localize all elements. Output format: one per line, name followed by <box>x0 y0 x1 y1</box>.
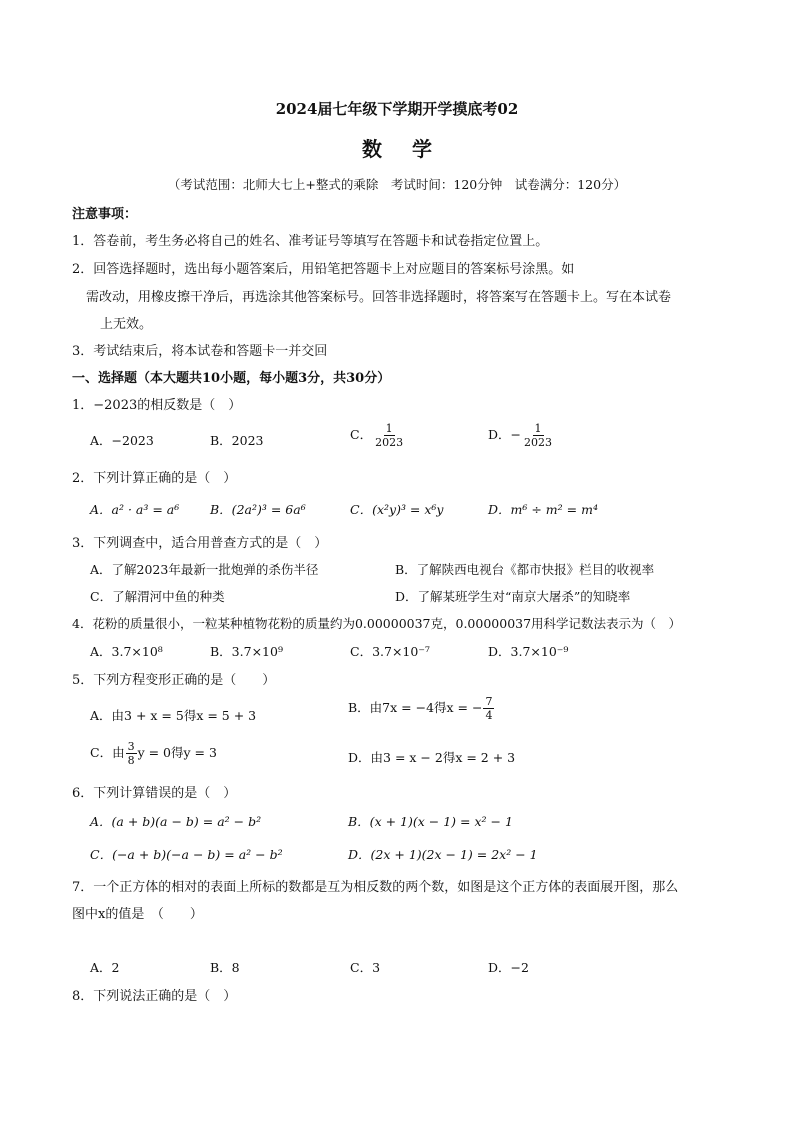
note-2-line-2: 需改动，用橡皮擦干净后，再选涂其他答案标号。回答非选择题时，将答案写在答题卡上。写在本试卷 <box>86 290 672 305</box>
q5-stem: 5．下列方程变形正确的是（ ） <box>72 673 276 688</box>
q3-stem: 3．下列调查中，适合用普查方式的是（ ） <box>72 536 328 551</box>
fraction-numerator: 3 <box>127 740 135 753</box>
q3-option-b: B．了解陕西电视台《都市快报》栏目的收视率 <box>395 562 655 577</box>
exam-info: （考试范围：北师大七上+整式的乘除 考试时间：120分钟 试卷满分：120分） <box>167 177 627 192</box>
fraction-numerator: 1 <box>385 422 393 435</box>
q3-option-a: A．了解2023年最新一批炮弹的杀伤半径 <box>90 562 319 577</box>
q5-option-b <box>348 696 495 721</box>
q5-option-c-fraction <box>126 741 137 766</box>
q7-stem-line-1: 7．一个正方体的相对的表面上所标的数都是互为相反数的两个数，如图是这个正方体的表面展开图，那么 <box>72 880 679 895</box>
note-2-line-1: 2．回答选择题时，选出每小题答案后，用铅笔把答题卡上对应题目的答案标号涂黑。如 <box>72 262 575 277</box>
section-heading: 一、选择题（本大题共10小题，每小题3分，共30分） <box>72 371 391 386</box>
q5-option-c-prefix: C．由 <box>90 745 125 760</box>
q4-option-a: A．3.7×10⁸ <box>90 644 163 659</box>
q7-option-b: B．8 <box>210 960 240 975</box>
q7-stem-line-2: 图中x的值是 （ ） <box>72 907 203 922</box>
q6-option-b: B．(x + 1)(x − 1) = x² − 1 <box>348 814 513 829</box>
fraction-denominator: 2023 <box>524 436 552 449</box>
q5-option-a: A．由3 + x = 5得x = 5 + 3 <box>90 708 257 723</box>
q1-option-c <box>350 423 406 448</box>
fraction-denominator: 8 <box>127 754 135 767</box>
q2-stem: 2．下列计算正确的是（ ） <box>72 471 237 486</box>
q5-option-c-suffix: y = 0得y = 3 <box>137 745 217 760</box>
q4-option-b: B．3.7×10⁹ <box>210 644 283 659</box>
q3-option-c: C．了解渭河中鱼的种类 <box>90 589 225 604</box>
q1-option-a: A．−2023 <box>90 433 154 448</box>
note-1: 1．答卷前，考生务必将自己的姓名、准考证号等填写在答题卡和试卷指定位置上。 <box>72 234 549 249</box>
exam-title: 2024届七年级下学期开学摸底考02 <box>275 100 519 118</box>
fraction-denominator: 2023 <box>375 436 404 449</box>
q5-option-c <box>90 741 217 766</box>
q4-option-c: C．3.7×10⁻⁷ <box>350 644 430 659</box>
q4-option-d: D．3.7×10⁻⁹ <box>488 644 569 659</box>
q5-option-b-fraction <box>483 696 494 721</box>
q3-option-d: D．了解某班学生对“南京大屠杀”的知晓率 <box>395 589 631 604</box>
q1-option-d-fraction <box>522 423 554 448</box>
q1-option-c-fraction <box>373 423 405 448</box>
q1-stem: 1．−2023的相反数是（ ） <box>72 398 242 413</box>
q6-option-a: A．(a + b)(a − b) = a² − b² <box>90 814 262 829</box>
q7-option-c: C．3 <box>350 960 381 975</box>
q1-option-d <box>488 423 555 448</box>
fraction-numerator: 7 <box>485 695 493 708</box>
q5-option-b-prefix: B．由7x = −4得x = − <box>348 700 483 715</box>
q5-option-d: D．由3 = x − 2得x = 2 + 3 <box>348 750 516 765</box>
q1-option-c-prefix: C． <box>350 427 373 442</box>
q2-option-d: D．m⁶ ÷ m² = m⁴ <box>488 502 598 517</box>
note-2-line-3: 上无效。 <box>100 317 153 332</box>
q4-stem: 4．花粉的质量很小，一粒某种植物花粉的质量约为0.00000037克，0.00000037用科学记数法表示为（ ） <box>72 616 682 631</box>
subject-heading: 数学 <box>362 137 462 161</box>
notes-heading: 注意事项： <box>72 207 138 222</box>
q2-option-c: C．(x²y)³ = x⁶y <box>350 502 444 517</box>
q7-option-a: A．2 <box>90 960 120 975</box>
q2-option-b: B．(2a²)³ = 6a⁶ <box>210 502 306 517</box>
q1-option-d-prefix: D．− <box>488 427 521 442</box>
note-3: 3．考试结束后，将本试卷和答题卡一并交回 <box>72 344 328 359</box>
q1-option-b: B．2023 <box>210 433 264 448</box>
fraction-denominator: 4 <box>485 709 493 722</box>
q6-option-d: D．(2x + 1)(2x − 1) = 2x² − 1 <box>348 847 538 862</box>
q8-stem: 8．下列说法正确的是（ ） <box>72 989 237 1004</box>
q7-option-d: D．−2 <box>488 960 529 975</box>
q2-option-a: A．a² · a³ = a⁶ <box>90 502 180 517</box>
q6-option-c: C．(−a + b)(−a − b) = a² − b² <box>90 847 283 862</box>
fraction-numerator: 1 <box>534 422 542 435</box>
q6-stem: 6．下列计算错误的是（ ） <box>72 786 237 801</box>
